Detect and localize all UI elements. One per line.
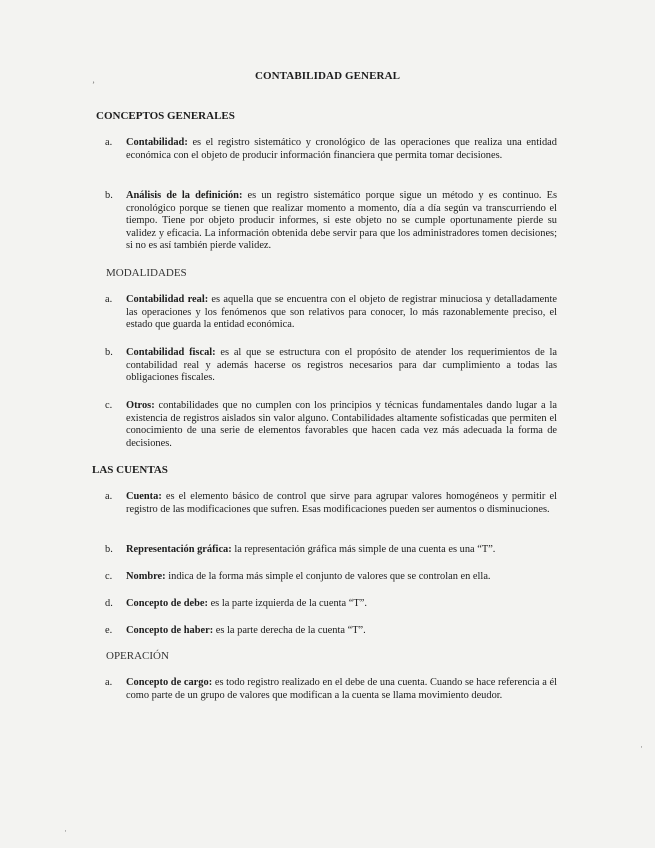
list-marker: a.: [105, 294, 113, 305]
term-label: Representación gráfica:: [126, 544, 232, 555]
list-item: [105, 491, 557, 516]
list-marker: b.: [105, 347, 113, 358]
list-item: [105, 137, 557, 162]
definition-text: es el elemento básico de control que sirve para agrupar valores homogéneos y permitir el registro de las modificaciones que sufren. Esas modificaciones pueden ser aumentos o disminuciones.: [126, 491, 557, 515]
term-label: Otros:: [126, 400, 155, 411]
document-title: CONTABILIDAD GENERAL: [254, 70, 401, 82]
list-item: [105, 625, 557, 638]
scan-speck: ʼ: [92, 80, 95, 90]
list-marker: b.: [105, 544, 113, 555]
list-marker: c.: [105, 400, 113, 411]
list-item: [105, 347, 557, 385]
definition-text: indica de la forma más simple el conjunto de valores que se controlan en ella.: [165, 571, 491, 582]
definition-text: es al que se estructura con el propósito de atender los requerimientos de la contabilidad real y además hacerse os registros necesarios para dar cumplimiento a todas las obligaciones fiscales.: [126, 347, 557, 383]
term-label: Concepto de debe:: [126, 598, 208, 609]
term-label: Concepto de cargo:: [126, 677, 213, 688]
list-item: [105, 571, 557, 584]
section-heading-operacion: OPERACIÓN: [106, 650, 169, 662]
list-marker: e.: [105, 625, 113, 636]
section-heading-cuentas: LAS CUENTAS: [92, 464, 168, 476]
list-marker: a.: [105, 137, 113, 148]
term-label: Cuenta:: [126, 491, 162, 502]
term-label: Concepto de haber:: [126, 625, 214, 636]
scan-speck: ·: [640, 742, 643, 752]
definition-text: es aquella que se encuentra con el objeto de registrar minuciosa y detalladamente las operaciones y los fenómenos que son relativos para conocer, lo más razonablemente preciso, el estado que guarda la entidad económica.: [126, 294, 557, 330]
term-label: Análisis de la definición:: [126, 190, 243, 201]
list-item: [105, 677, 557, 702]
list-item: [105, 400, 557, 450]
term-label: Contabilidad fiscal:: [126, 347, 216, 358]
list-item: [105, 598, 557, 611]
definition-text: la representación gráfica más simple de una cuenta es una “T”.: [231, 544, 496, 555]
list-marker: b.: [105, 190, 113, 201]
list-marker: c.: [105, 571, 113, 582]
definition-text: es el registro sistemático y cronológico de las operaciones que realiza una entidad económica con el objeto de producir información financiera que permita tomar decisiones.: [126, 137, 557, 161]
definition-text: es la parte izquierda de la cuenta “T”.: [207, 598, 367, 609]
term-label: Contabilidad:: [126, 137, 188, 148]
term-label: Nombre:: [126, 571, 166, 582]
scan-speck: ·: [64, 826, 67, 836]
list-marker: a.: [105, 491, 113, 502]
list-item: [105, 544, 557, 557]
definition-text: es un registro sistemático porque sigue un método y es continuo. Es cronológico porque se tienen que realizar momento a momento, día a día según va transcurriendo el tiempo. Tiene por objeto producir informes, si este objeto no se cumple oportunamente pierde su validez y eficacia. La información obtenida debe servir para que los administradores tomen decisiones; si no es así también pierde validez.: [126, 190, 557, 251]
list-item: [105, 294, 557, 332]
section-heading-modalidades: MODALIDADES: [106, 267, 187, 279]
list-marker: d.: [105, 598, 113, 609]
definition-text: es todo registro realizado en el debe de una cuenta. Cuando se hace referencia a él como parte de un grupo de valores que modifican a la cuenta se llama movimiento deudor.: [126, 677, 557, 701]
list-item: [105, 190, 557, 253]
term-label: Contabilidad real:: [126, 294, 209, 305]
section-heading-conceptos: CONCEPTOS GENERALES: [96, 110, 235, 122]
definition-text: contabilidades que no cumplen con los principios y técnicas fundamentales dando lugar a la existencia de registros aislados sin valor alguno. Contabilidades altamente sofisticadas que permiten el conocimiento de una serie de elementos favorables que hacen cada vez más adecuada la forma de decisiones.: [126, 400, 557, 449]
definition-text: es la parte derecha de la cuenta “T”.: [213, 625, 366, 636]
list-marker: a.: [105, 677, 113, 688]
